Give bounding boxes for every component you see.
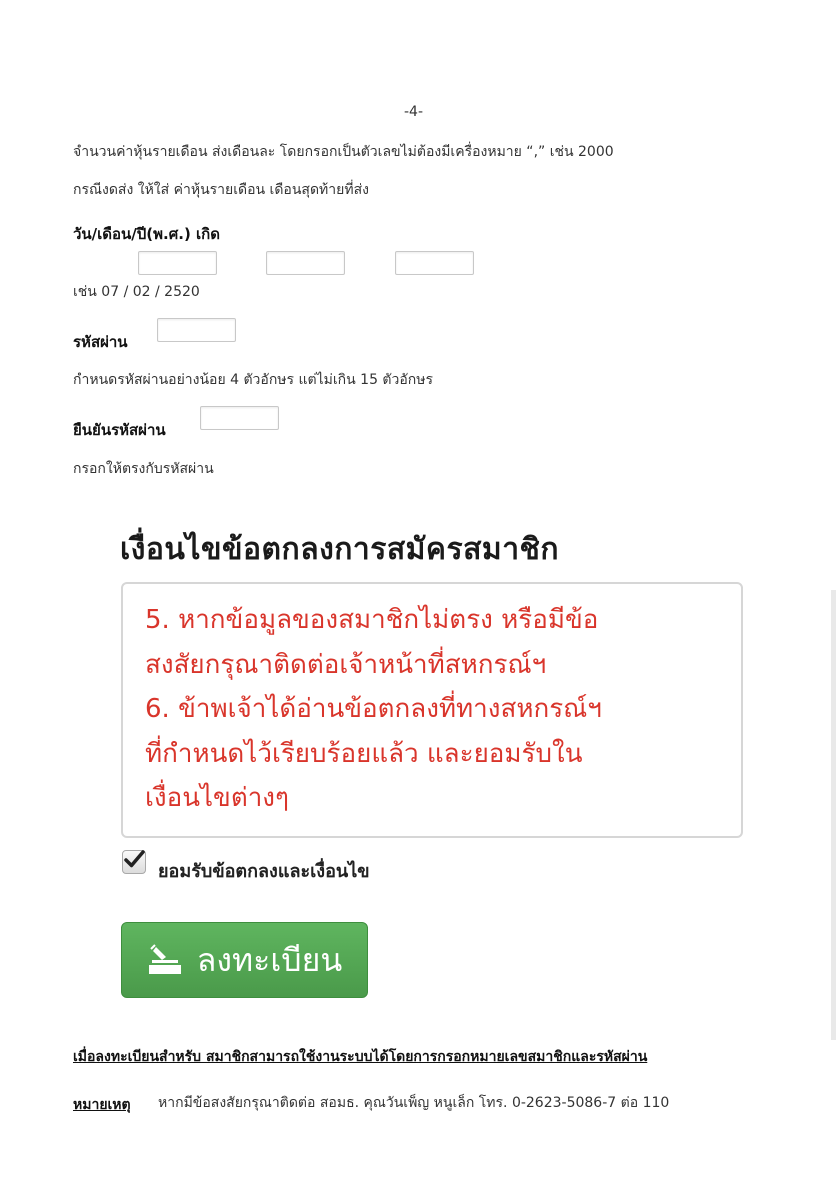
birthdate-example: เช่น 07 / 02 / 2520 [73, 284, 200, 300]
confirm-password-label: ยืนยันรหัสผ่าน [73, 421, 166, 439]
birthdate-label: วัน/เดือน/ปี(พ.ศ.) เกิด [73, 225, 220, 243]
birth-day-input[interactable] [138, 251, 217, 275]
terms-heading: เงื่อนไขข้อตกลงการสมัครสมาชิก [120, 532, 560, 567]
contact-note: หากมีข้อสงสัยกรุณาติดต่อ สอมธ. คุณวันเพ็ญ หนูเล็ก โทร. 0-2623-5086-7 ต่อ 110 [158, 1095, 670, 1111]
vote-box-icon [147, 943, 183, 977]
terms-line: เงื่อนไขต่างๆ [145, 783, 289, 813]
terms-textbox[interactable] [121, 582, 743, 838]
stopped-paying-instruction: กรณีงดส่ง ให้ใส่ ค่าหุ้นรายเดือน เดือนสุดท้ายที่ส่ง [73, 182, 369, 198]
terms-line: ที่กำหนดไว้เรียบร้อยแล้ว และยอมรับใน [145, 738, 583, 769]
birth-year-input[interactable] [395, 251, 474, 275]
note-label: หมายเหตุ [73, 1097, 131, 1113]
checkmark-icon [122, 848, 146, 872]
birth-month-input[interactable] [266, 251, 345, 275]
password-hint: กำหนดรหัสผ่านอย่างน้อย 4 ตัวอักษร แต่ไม่เกิน 15 ตัวอักษร [73, 372, 434, 388]
terms-line: 6. ข้าพเจ้าได้อ่านข้อตกลงที่ทางสหกรณ์ฯ [145, 694, 602, 724]
confirm-password-hint: กรอกให้ตรงกับรหัสผ่าน [73, 461, 214, 477]
accept-terms-label[interactable]: ยอมรับข้อตกลงและเงื่อนไข [158, 861, 370, 882]
page-number: -4- [404, 104, 424, 120]
register-button[interactable] [121, 922, 368, 998]
monthly-share-instruction: จำนวนค่าหุ้นรายเดือน ส่งเดือนละ โดยกรอกเป็นตัวเลขไม่ต้องมีเครื่องหมาย “,” เช่น 2000 [73, 144, 614, 160]
terms-line: สงสัยกรุณาติดต่อเจ้าหน้าที่สหกรณ์ฯ [145, 649, 547, 680]
register-button-label: ลงทะเบียน [196, 940, 343, 979]
confirm-password-input[interactable] [200, 406, 279, 430]
password-label: รหัสผ่าน [73, 333, 128, 351]
accept-terms-checkbox[interactable] [122, 850, 146, 874]
password-input[interactable] [157, 318, 236, 342]
after-register-note: เมื่อลงทะเบียนสำหรับ สมาชิกสามารถใช้งานระบบได้โดยการกรอกหมายเลขสมาชิกและรหัสผ่าน [73, 1049, 648, 1065]
scrollbar[interactable] [831, 590, 836, 1040]
terms-line: 5. หากข้อมูลของสมาชิกไม่ตรง หรือมีข้อ [145, 605, 599, 635]
